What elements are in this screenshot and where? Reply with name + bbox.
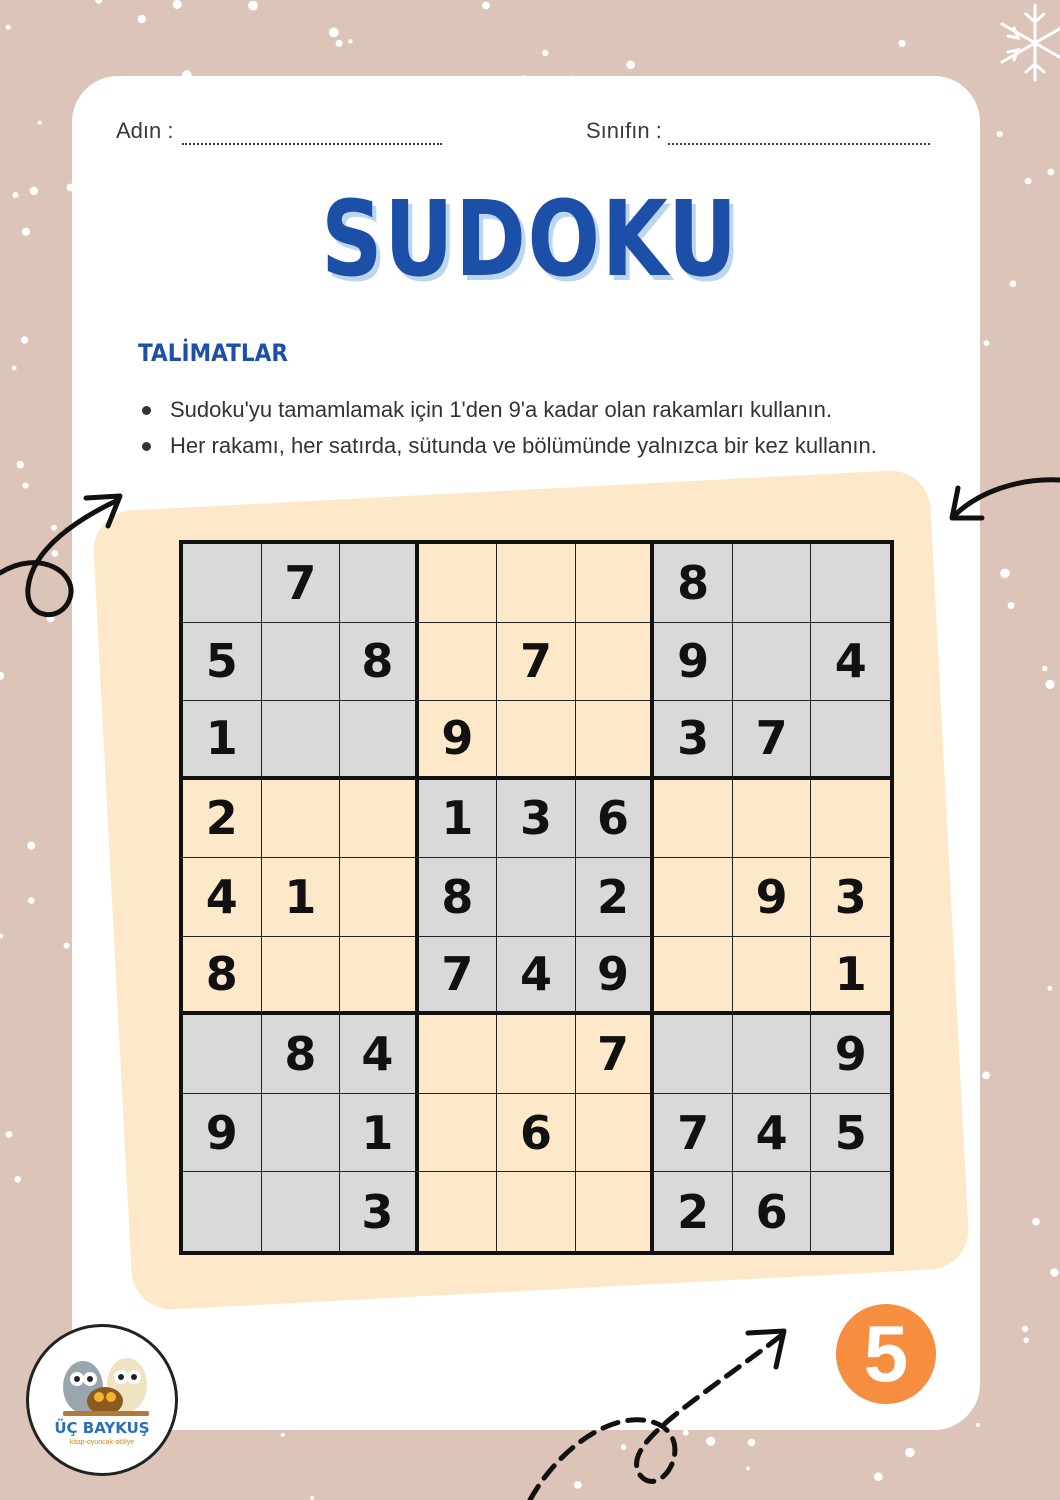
curly-arrow-left-icon [0,488,130,628]
sudoku-cell: 9 [733,858,812,937]
sudoku-cell[interactable] [340,937,419,1016]
sudoku-cell: 3 [811,858,890,937]
sudoku-cell[interactable] [262,623,341,702]
sudoku-cell: 7 [654,1094,733,1173]
sudoku-cell: 3 [654,701,733,780]
sudoku-cell[interactable] [262,701,341,780]
logo-tagline: kitap-oyuncak-atölye [69,1439,135,1446]
instructions-heading: TALİMATLAR [138,339,288,367]
snow-dot [64,943,70,949]
sudoku-grid [179,540,894,1255]
sudoku-cell[interactable] [654,780,733,859]
snow-dot [138,15,146,23]
sudoku-cell[interactable] [497,701,576,780]
logo [26,1324,178,1476]
sudoku-cell: 4 [497,937,576,1016]
class-label: Sınıfın : [586,118,662,143]
snow-dot [6,25,11,30]
snow-dot [336,40,343,47]
snow-dot [874,1472,883,1481]
sudoku-cell: 2 [654,1172,733,1251]
sudoku-cell: 3 [497,780,576,859]
sudoku-cell[interactable] [733,937,812,1016]
sudoku-cell[interactable] [576,1172,655,1251]
snow-dot [626,60,635,69]
sudoku-cell[interactable] [654,937,733,1016]
page-number-badge: 5 [836,1304,936,1404]
sudoku-cell: 4 [733,1094,812,1173]
snow-dot [1023,1338,1028,1343]
sudoku-cell[interactable] [262,1172,341,1251]
sudoku-cell[interactable] [733,1015,812,1094]
sudoku-cell[interactable] [419,1015,498,1094]
snow-dot [1050,1268,1059,1277]
snow-dot [1000,569,1010,579]
sudoku-cell[interactable] [340,701,419,780]
sudoku-cell: 5 [183,623,262,702]
sudoku-cell: 7 [419,937,498,1016]
logo-name: ÜÇ BAYKUŞ [54,1419,150,1437]
snow-dot [984,340,990,346]
sudoku-cell[interactable] [497,1015,576,1094]
snow-dot [248,1,258,11]
snow-dot [173,0,182,9]
sudoku-cell[interactable] [576,701,655,780]
snow-dot [482,2,490,10]
sudoku-cell[interactable] [497,858,576,937]
sudoku-cell[interactable] [183,544,262,623]
sudoku-cell: 6 [576,780,655,859]
sudoku-cell[interactable] [419,1094,498,1173]
sudoku-cell: 9 [183,1094,262,1173]
sudoku-cell[interactable] [419,544,498,623]
snow-dot [997,131,1003,137]
snow-dot [38,121,42,125]
sudoku-cell: 8 [419,858,498,937]
sudoku-cell: 1 [183,701,262,780]
snow-dot [0,672,4,680]
dashed-arrow-bottom-icon [520,1325,800,1500]
instructions-list [140,392,877,464]
snow-dot [95,0,102,4]
instruction-item: Her rakamı, her satırda, sütunda ve bölümünde yalnızca bir kez kullanın. [140,428,877,464]
sudoku-cell[interactable] [811,780,890,859]
snow-dot [28,897,35,904]
sudoku-cell[interactable] [340,544,419,623]
sudoku-cell[interactable] [733,623,812,702]
arrow-right-icon [948,470,1060,530]
snow-dot [13,192,19,198]
sudoku-cell[interactable] [419,1172,498,1251]
snow-dot [542,50,548,56]
sudoku-cell: 1 [340,1094,419,1173]
sudoku-cell[interactable] [419,623,498,702]
snow-dot [348,39,352,43]
snow-dot [14,1176,21,1183]
sudoku-cell[interactable] [576,623,655,702]
sudoku-cell[interactable] [340,858,419,937]
sudoku-cell[interactable] [340,780,419,859]
sudoku-cell[interactable] [811,701,890,780]
snow-dot [1032,1218,1040,1226]
sudoku-cell: 9 [419,701,498,780]
sudoku-cell: 1 [262,858,341,937]
sudoku-cell: 8 [340,623,419,702]
sudoku-cell: 2 [576,858,655,937]
snow-dot [281,1433,285,1437]
snow-dot [6,1131,13,1138]
sudoku-cell[interactable] [497,1172,576,1251]
sudoku-cell: 2 [183,780,262,859]
snow-dot [1047,169,1054,176]
sudoku-cell: 7 [262,544,341,623]
snow-dot [22,228,30,236]
sudoku-cell: 4 [183,858,262,937]
snow-dot [1047,986,1052,991]
snow-dot [21,336,28,343]
sudoku-cell: 1 [811,937,890,1016]
sudoku-cell: 9 [576,937,655,1016]
sudoku-cell: 4 [340,1015,419,1094]
name-field[interactable] [182,143,442,145]
sudoku-cell[interactable] [811,544,890,623]
sudoku-cell[interactable] [576,1094,655,1173]
sudoku-cell[interactable] [262,937,341,1016]
snow-dot [905,1448,915,1458]
snow-dot [0,934,3,939]
snow-dot [1045,680,1054,689]
snow-dot [329,28,339,38]
sudoku-cell: 8 [183,937,262,1016]
snow-dot [982,1072,990,1080]
sudoku-cell: 1 [419,780,498,859]
snow-dot [899,40,906,47]
sudoku-cell: 8 [654,544,733,623]
snow-dot [1010,280,1017,287]
page-title: SUDOKU [321,178,739,300]
sudoku-cell[interactable] [654,1015,733,1094]
snow-dot [976,1423,980,1427]
snow-dot [1008,602,1015,609]
snow-dot [27,842,35,850]
sudoku-cell: 7 [497,623,576,702]
sudoku-cell: 6 [733,1172,812,1251]
sudoku-cell: 7 [576,1015,655,1094]
sudoku-cell: 8 [262,1015,341,1094]
sudoku-cell[interactable] [733,780,812,859]
sudoku-cell[interactable] [576,544,655,623]
sudoku-cell[interactable] [733,544,812,623]
sudoku-cell: 5 [811,1094,890,1173]
sudoku-cell[interactable] [262,780,341,859]
sudoku-cell: 3 [340,1172,419,1251]
snowflake-icon [990,0,1060,90]
snow-dot [12,366,17,371]
class-field[interactable] [668,143,930,145]
snow-dot [1025,178,1032,185]
sudoku-cell[interactable] [497,544,576,623]
name-label: Adın : [116,118,174,143]
sudoku-cell[interactable] [654,858,733,937]
snow-dot [17,461,25,469]
snow-dot [310,1496,314,1500]
sudoku-cell: 6 [497,1094,576,1173]
sudoku-cell[interactable] [811,1172,890,1251]
sudoku-cell: 9 [811,1015,890,1094]
sudoku-cell[interactable] [183,1015,262,1094]
sudoku-cell[interactable] [262,1094,341,1173]
sudoku-cell: 7 [733,701,812,780]
snow-dot [30,187,38,195]
snow-dot [1042,666,1047,671]
owls-icon [57,1345,153,1417]
sudoku-cell: 4 [811,623,890,702]
instruction-item: Sudoku'yu tamamlamak için 1'den 9'a kadar olan rakamları kullanın. [140,392,877,428]
sudoku-cell: 9 [654,623,733,702]
sudoku-cell[interactable] [183,1172,262,1251]
snow-dot [1022,1326,1028,1332]
